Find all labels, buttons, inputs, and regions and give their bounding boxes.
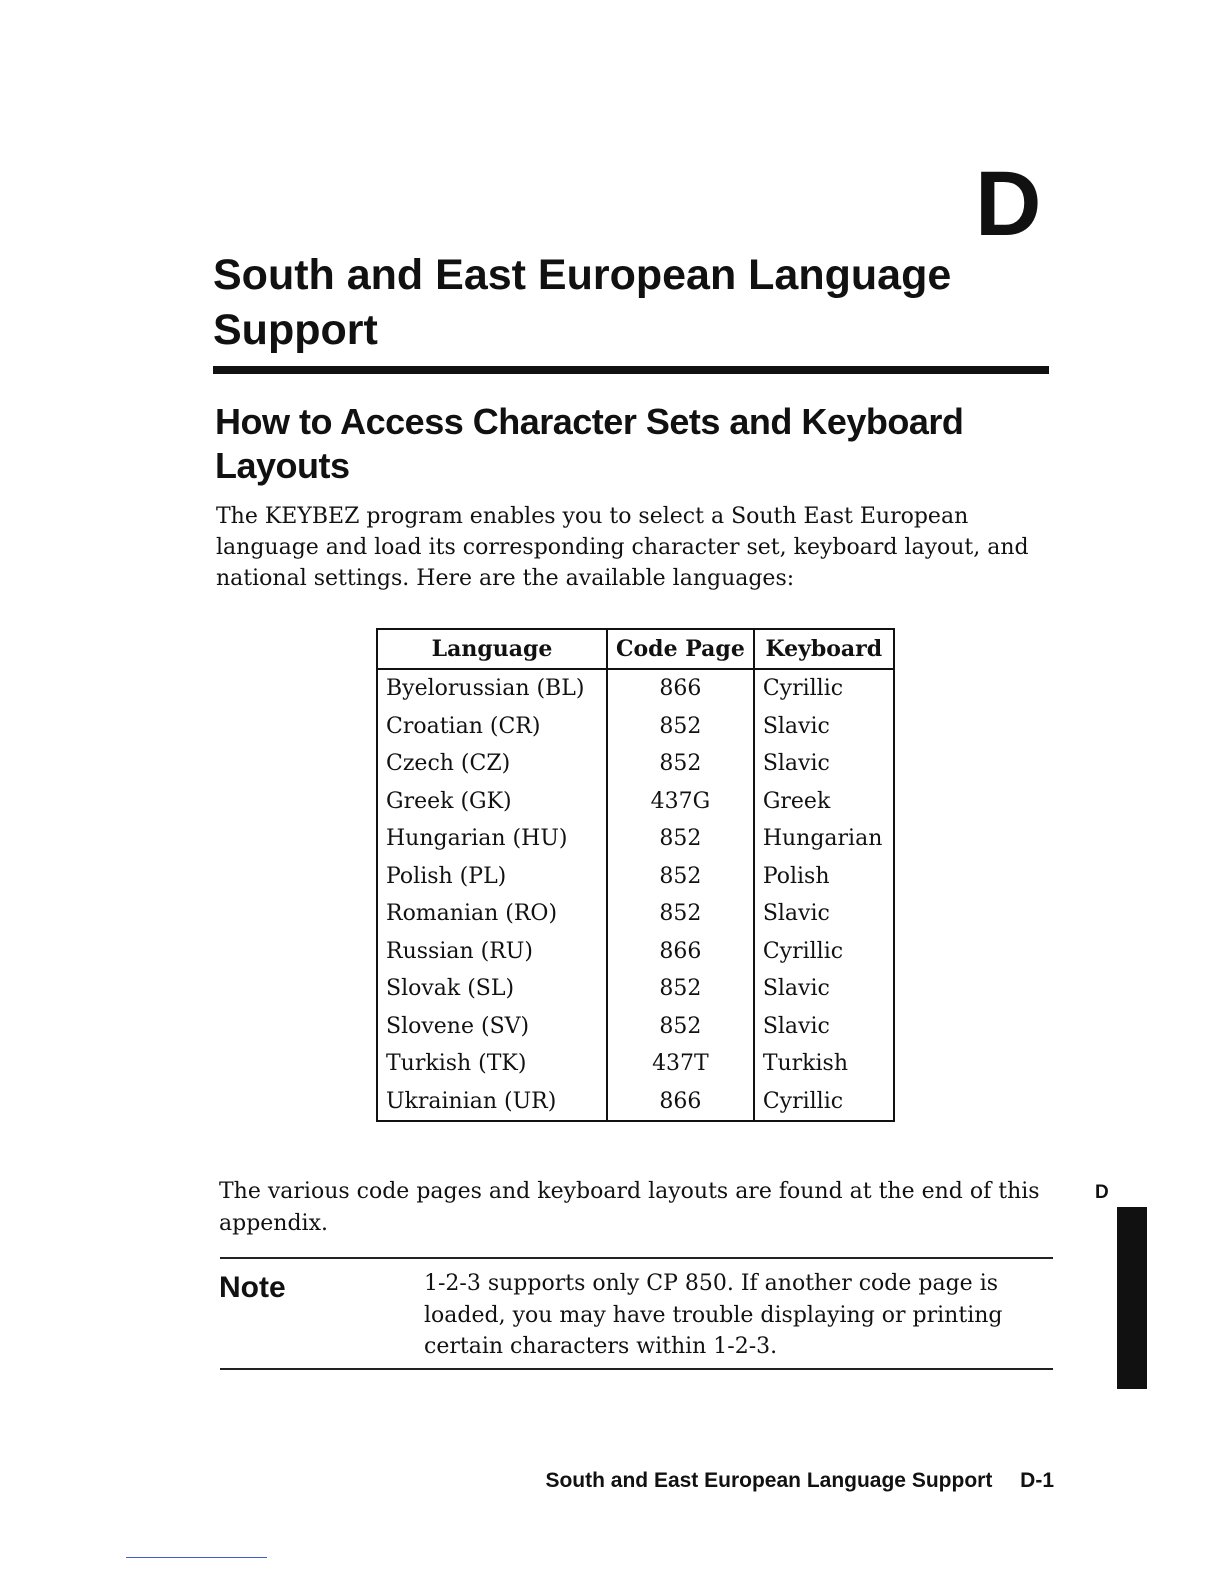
cell-keyboard: Polish [754,858,894,896]
cell-keyboard: Slavic [754,1008,894,1046]
table-header-row [377,629,894,669]
cell-keyboard: Slavic [754,708,894,746]
cell-language: Byelorussian (BL) [386,676,585,702]
cell-code-page: 866 [607,933,754,971]
bottom-rule [126,1557,267,1558]
header-code-page: Code Page [607,629,754,669]
page-number: D-1 [1020,1469,1054,1492]
cell-language: Ukrainian (UR) [386,1088,557,1114]
cell-keyboard: Cyrillic [754,1083,894,1122]
cell-code-page: 852 [607,1008,754,1046]
cell-keyboard: Greek [754,783,894,821]
cell-language: Slovene (SV) [386,1013,530,1039]
outro-paragraph: The various code pages and keyboard layouts are found at the end of this appendix. [219,1179,1040,1236]
cell-language: Romanian (RO) [386,901,558,927]
table-row [377,933,894,971]
cell-code-page: 866 [607,669,754,708]
cell-code-page: 852 [607,820,754,858]
cell-code-page: 852 [607,970,754,1008]
note-label: Note [219,1271,286,1304]
table-row [377,1045,894,1083]
cell-code-page: 866 [607,1083,754,1122]
table-row [377,745,894,783]
chapter-title: South and East European Language Support [213,251,952,354]
cell-keyboard: Cyrillic [754,933,894,971]
cell-code-page: 852 [607,745,754,783]
table-row [377,895,894,933]
cell-language: Croatian (CR) [386,713,541,739]
note-text: 1-2-3 supports only CP 850. If another code page is loaded, you may have trouble displaying or printing certain characters within 1-2-3. [424,1271,1003,1359]
cell-language: Slovak (SL) [386,976,515,1002]
cell-language: Russian (RU) [386,938,533,964]
cell-keyboard: Turkish [754,1045,894,1083]
table-row [377,669,894,708]
appendix-tab-letter: D [1095,1182,1109,1203]
language-table [376,628,895,1122]
note-rule-bottom [220,1368,1053,1370]
cell-code-page: 437G [607,783,754,821]
note-rule-top [220,1257,1053,1259]
cell-language: Turkish (TK) [386,1051,527,1077]
cell-language: Czech (CZ) [386,751,511,777]
intro-paragraph: The KEYBEZ program enables you to select a South East European language and load its corresponding character set, keyboard layout, and national settings. Here are the available languages: [216,504,1029,591]
header-keyboard: Keyboard [754,629,894,669]
table-row [377,783,894,821]
section-title: How to Access Character Sets and Keyboard Layouts [215,401,964,486]
cell-code-page: 852 [607,895,754,933]
cell-keyboard: Hungarian [754,820,894,858]
table-row [377,1008,894,1046]
cell-language: Greek (GK) [386,788,512,814]
table-row [377,820,894,858]
header-language: Language [377,629,607,669]
cell-code-page: 852 [607,858,754,896]
cell-code-page: 852 [607,708,754,746]
table-row [377,708,894,746]
table-row [377,970,894,1008]
cell-keyboard: Slavic [754,745,894,783]
table-row [377,1083,894,1122]
cell-language: Polish (PL) [386,863,507,889]
page-footer [545,1468,1054,1494]
cell-keyboard: Slavic [754,970,894,1008]
footer-title: South and East European Language Support [545,1469,993,1492]
cell-language: Hungarian (HU) [386,826,568,852]
cell-code-page: 437T [607,1045,754,1083]
cell-keyboard: Slavic [754,895,894,933]
chapter-letter: D [975,153,1042,255]
table-row [377,858,894,896]
title-rule [213,366,1049,374]
appendix-tab-bar [1117,1207,1147,1389]
cell-keyboard: Cyrillic [754,669,894,708]
